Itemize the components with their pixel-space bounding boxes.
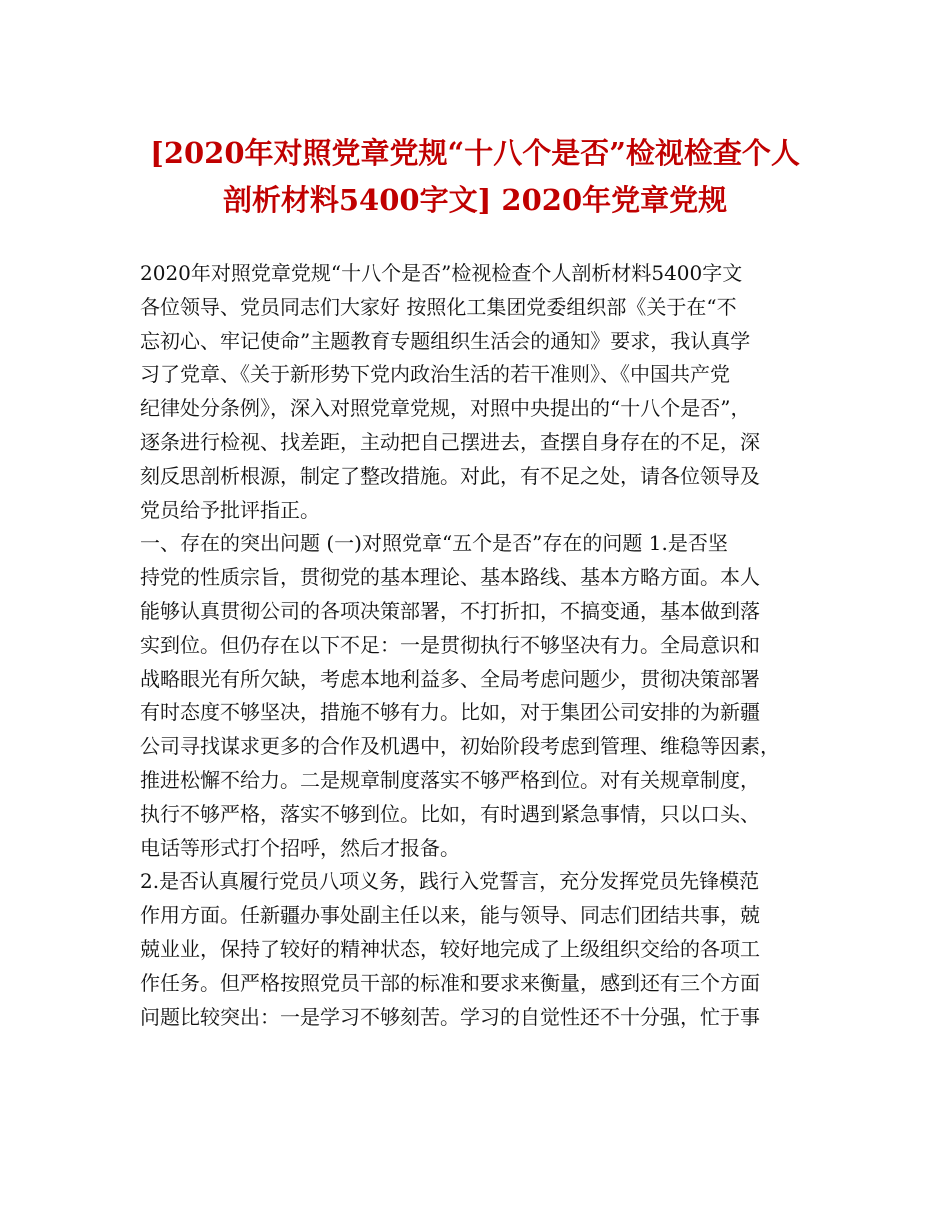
body-line: 习了党章、《关于新形势下党内政治生活的若干准则》、《中国共产党 [140, 362, 730, 387]
body-line: 能够认真贯彻公司的各项决策部署，不打折扣，不搞变通，基本做到落 [140, 598, 760, 623]
body-line: 有时态度不够坚决，措施不够有力。比如，对于集团公司安排的为新疆 [140, 700, 760, 725]
body-line: 问题比较突出：一是学习不够刻苦。学习的自觉性还不十分强，忙于事 [140, 1004, 760, 1029]
body-line: 2020年对照党章党规“十八个是否”检视检查个人剖析材料5400字文 [140, 261, 743, 285]
body-line: 忘初心、牢记使命”主题教育专题组织生活会的通知》要求，我认真学 [140, 328, 751, 353]
body-line: 执行不够严格，落实不够到位。比如，有时遇到紧急事情，只以口头、 [140, 801, 760, 826]
document-title-line-1: [2020年对照党章党规“十八个是否”检视检查个人 [150, 136, 800, 170]
document-title-line-2: 剖析材料5400字文] 2020年党章党规 [222, 183, 728, 217]
body-line: 刻反思剖析根源，制定了整改措施。对此，有不足之处，请各位领导及 [140, 463, 760, 488]
body-line: 持党的性质宗旨，贯彻党的基本理论、基本路线、基本方略方面。本人 [140, 565, 760, 590]
body-line: 战略眼光有所欠缺，考虑本地利益多、全局考虑问题少，贯彻决策部署 [140, 666, 760, 691]
body-line: 逐条进行检视、找差距，主动把自己摆进去，查摆自身存在的不足，深 [140, 429, 760, 454]
body-line: 作用方面。任新疆办事处副主任以来，能与领导、同志们团结共事，兢 [140, 903, 760, 928]
body-line: 纪律处分条例》，深入对照党章党规，对照中央提出的“十八个是否”， [140, 396, 751, 421]
body-line: 党员给予批评指正。 [140, 497, 320, 522]
body-line: 兢业业，保持了较好的精神状态，较好地完成了上级组织交给的各项工 [140, 936, 760, 961]
body-line: 一、存在的突出问题 (一)对照党章“五个是否”存在的问题 1.是否坚 [140, 531, 728, 556]
body-line: 电话等形式打个招呼，然后才报备。 [140, 835, 460, 860]
body-line: 各位领导、党员同志们大家好 按照化工集团党委组织部《关于在“不 [140, 294, 737, 319]
body-line: 2.是否认真履行党员八项义务，践行入党誓言，充分发挥党员先锋模范 [140, 869, 760, 894]
body-line: 作任务。但严格按照党员干部的标准和要求来衡量，感到还有三个方面 [140, 970, 760, 995]
document-body [140, 257, 820, 1034]
body-line: 实到位。但仍存在以下不足：一是贯彻执行不够坚决有力。全局意识和 [140, 632, 760, 657]
body-line: 公司寻找谋求更多的合作及机遇中，初始阶段考虑到管理、维稳等因素， [140, 734, 780, 759]
body-line: 推进松懈不给力。二是规章制度落实不够严格到位。对有关规章制度， [140, 767, 760, 792]
